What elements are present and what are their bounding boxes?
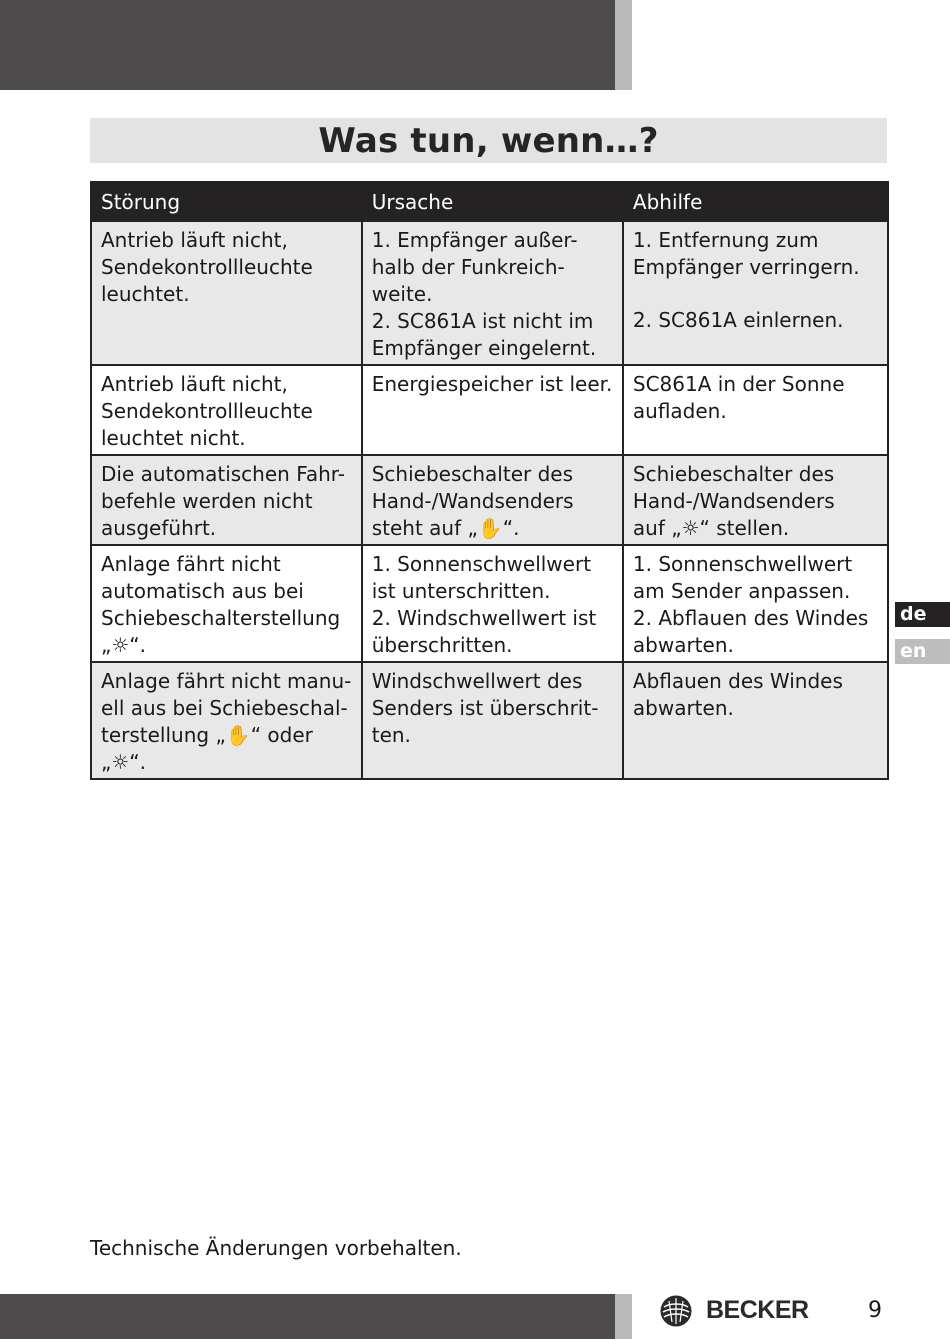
table-row (91, 545, 888, 662)
cell-stoerung: Antrieb läuft nicht, Sendekontrollleuchte leuchtet. (91, 221, 362, 365)
cell-abhilfe (623, 221, 888, 365)
cell-stoerung: Anlage fährt nicht automatisch aus bei Schiebeschalterstellung „☼“. (91, 545, 362, 662)
cell-ursache: Schiebeschalter des Hand-/Wandsenders steht auf „✋“. (362, 455, 623, 545)
cell-abhilfe: 1. Sonnenschwellwert am Sender anpassen. 2. Abflauen des Windes abwarten. (623, 545, 888, 662)
table-header-row (91, 182, 888, 221)
language-tab-de[interactable]: de (895, 602, 950, 627)
page-title: Was tun, wenn…? (318, 120, 659, 161)
cell-stoerung: Antrieb läuft nicht, Sendekontrollleuchte leuchtet nicht. (91, 365, 362, 455)
brand-logo (660, 1294, 809, 1327)
table-row (91, 662, 888, 779)
footer-decor-bar (0, 1294, 615, 1339)
title-box (90, 118, 887, 163)
cell-abhilfe: Schiebeschalter des Hand-/Wandsenders auf „☼“ stellen. (623, 455, 888, 545)
becker-emblem-icon (660, 1295, 692, 1327)
page-number: 9 (868, 1298, 882, 1323)
brand-name: BECKER (706, 1296, 809, 1324)
table-row (91, 455, 888, 545)
footnote: Technische Änderungen vorbehalten. (90, 1236, 462, 1260)
header-decor-bar (0, 0, 615, 90)
column-header-abhilfe: Abhilfe (623, 182, 888, 221)
cell-abhilfe: Abflauen des Windes abwarten. (623, 662, 888, 779)
column-header-ursache: Ursache (362, 182, 623, 221)
cell-stoerung: Die automatischen Fahr- befehle werden nicht ausgeführt. (91, 455, 362, 545)
table-row (91, 221, 888, 365)
cell-ursache: Windschwellwert des Senders ist überschrit- ten. (362, 662, 623, 779)
cell-ursache: 1. Empfänger außer- halb der Funkreich- weite. 2. SC861A ist nicht im Empfänger eingelernt. (362, 221, 623, 365)
cell-abhilfe: SC861A in der Sonne aufladen. (623, 365, 888, 455)
cell-abhilfe-step-2: 2. SC861A einlernen. (632, 308, 844, 332)
footer-decor-edge (615, 1294, 632, 1339)
language-tab-en[interactable]: en (895, 639, 950, 664)
table-row (91, 365, 888, 455)
troubleshooting-table (90, 181, 889, 780)
cell-ursache: Energiespeicher ist leer. (362, 365, 623, 455)
cell-abhilfe-step-1: 1. Entfernung zum Empfänger verringern. (632, 228, 860, 279)
column-header-stoerung: Störung (91, 182, 362, 221)
cell-ursache: 1. Sonnenschwellwert ist unterschritten. 2. Windschwellwert ist überschritten. (362, 545, 623, 662)
cell-stoerung: Anlage fährt nicht manu- ell aus bei Schiebeschal- terstellung „✋“ oder „☼“. (91, 662, 362, 779)
header-decor-edge (615, 0, 632, 90)
